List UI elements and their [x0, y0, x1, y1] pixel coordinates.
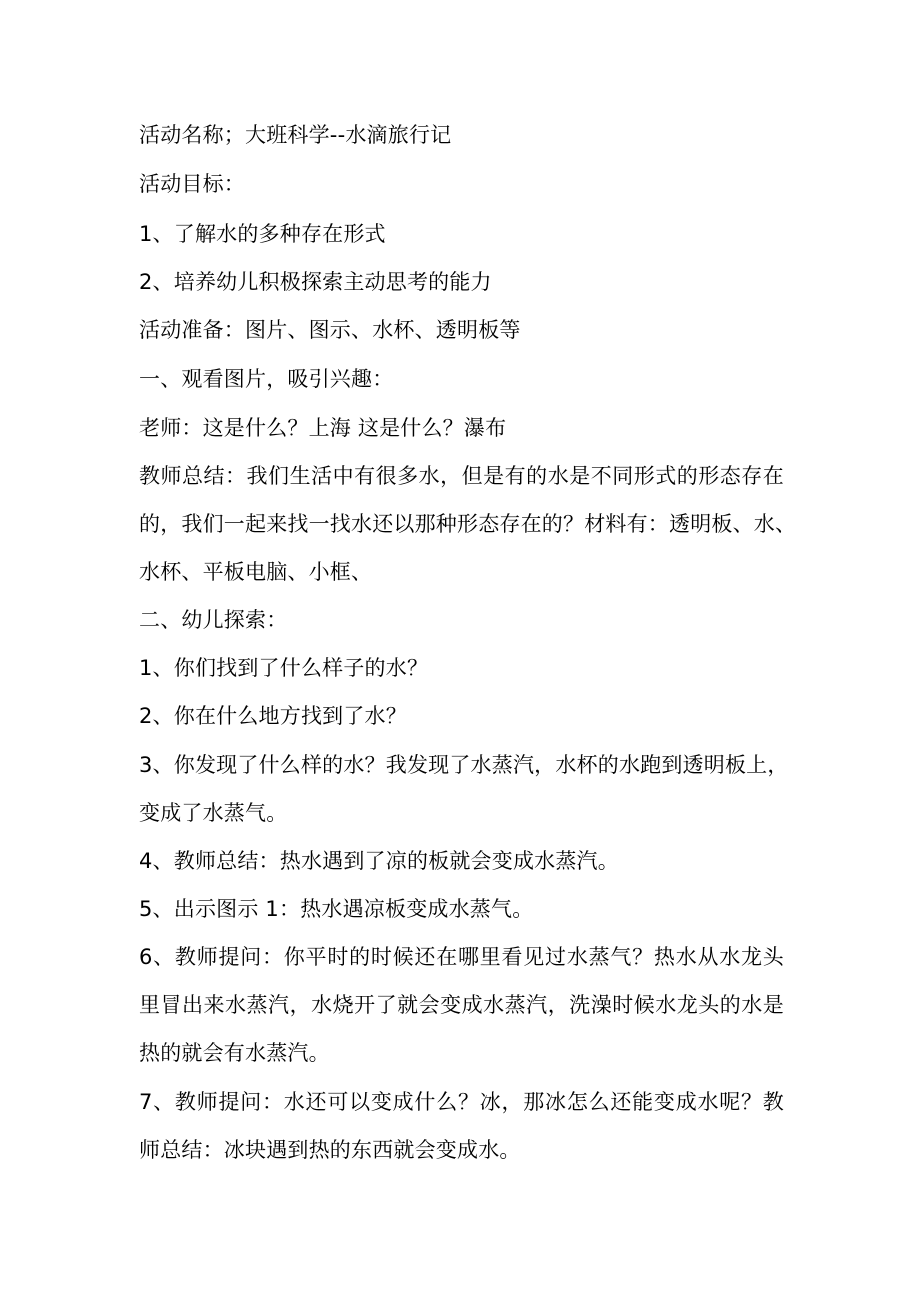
explore-item-6-line-1: 6、教师提问：你平时的时候还在哪里看见过水蒸气？热水从水龙头 — [139, 945, 784, 969]
activity-preparation-line: 活动准备：图片、图示、水杯、透明板等 — [139, 318, 521, 342]
explore-item-4: 4、教师总结：热水遇到了凉的板就会变成水蒸汽。 — [139, 849, 619, 873]
explore-item-7-line-1: 7、教师提问：水还可以变成什么？冰，那冰怎么还能变成水呢？教 — [139, 1090, 784, 1114]
explore-item-7-line-2: 师总结：冰块遇到热的东西就会变成水。 — [139, 1138, 521, 1162]
goal-item-1: 1、了解水的多种存在形式 — [139, 222, 386, 246]
goal-item-2: 2、培养幼儿积极探索主动思考的能力 — [139, 270, 492, 294]
explore-item-5: 5、出示图示 1：热水遇凉板变成水蒸气。 — [139, 897, 534, 921]
teacher-summary-line-3: 水杯、平板电脑、小框、 — [139, 560, 373, 584]
explore-item-6-line-3: 热的就会有水蒸汽。 — [139, 1041, 330, 1065]
section-one-heading: 一、观看图片，吸引兴趣： — [139, 367, 394, 391]
teacher-question-line: 老师：这是什么？上海 这是什么？瀑布 — [139, 416, 507, 440]
explore-item-3-line-2: 变成了水蒸气。 — [139, 801, 288, 825]
teacher-summary-line-2: 的，我们一起来找一找水还以那种形态存在的？材料有：透明板、水、 — [139, 512, 797, 536]
activity-name-line: 活动名称；大班科学--水滴旅行记 — [139, 123, 452, 147]
explore-item-6-line-2: 里冒出来水蒸汽，水烧开了就会变成水蒸汽，洗澡时候水龙头的水是 — [139, 993, 784, 1017]
explore-item-1: 1、你们找到了什么样子的水？ — [139, 656, 429, 680]
activity-goals-heading: 活动目标： — [139, 172, 245, 196]
section-two-heading: 二、幼儿探索： — [139, 608, 288, 632]
explore-item-3-line-1: 3、你发现了什么样的水？我发现了水蒸汽，水杯的水跑到透明板上， — [139, 753, 789, 777]
teacher-summary-line-1: 教师总结：我们生活中有很多水，但是有的水是不同形式的形态存在 — [139, 464, 784, 488]
explore-item-2: 2、你在什么地方找到了水？ — [139, 704, 407, 728]
